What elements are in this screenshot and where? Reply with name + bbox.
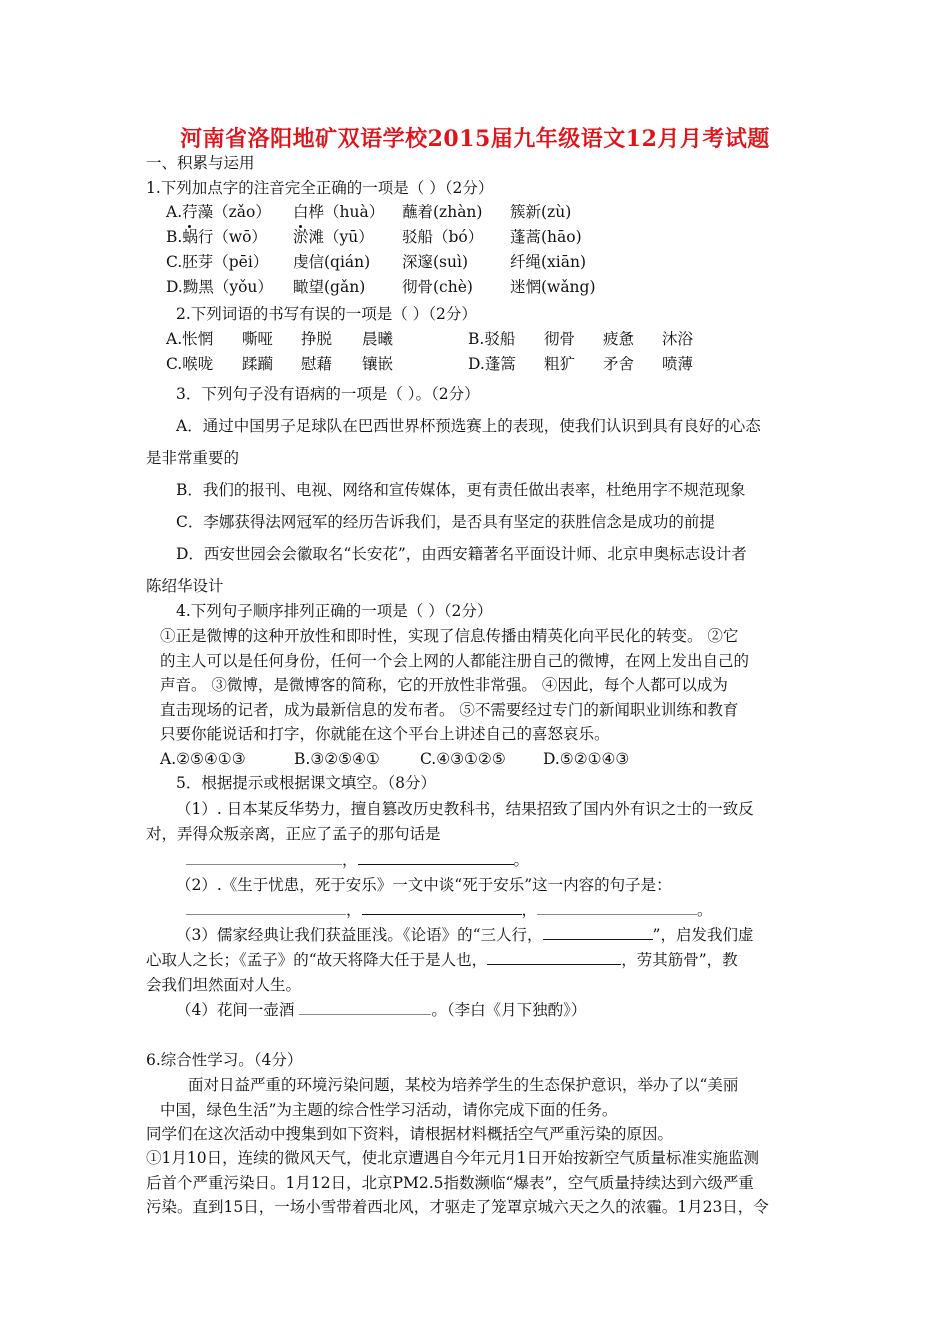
q1-option-b-item2: 淤滩（yū） (293, 228, 374, 246)
q5-s3-line1 (176, 925, 753, 945)
q3-stem: 3．下列句子没有语病的一项是（ ）。（2分） (176, 385, 480, 403)
q1-option-c-item2: 虔信(qián) (293, 253, 371, 271)
q2-option-d[interactable] (468, 354, 516, 374)
text: 。（李白《月下独酌》） (431, 1001, 587, 1019)
option-label: D. (166, 278, 183, 296)
option-label: C. (166, 355, 183, 373)
text: ”，启发我们虚 (652, 926, 754, 944)
q6-material-line: 后首个严重污染日。1月12日，北京PM2.5指数濒临“爆表”，空气质量持续达到六级严重 (146, 1174, 754, 1192)
q4-passage-line: ①正是微博的这种开放性和即时性，实现了信息传播由精英化向平民化的转变。 ②它 (160, 627, 739, 645)
q1-option-b[interactable] (166, 227, 267, 247)
q5-s3-line3: 会我们坦然面对人生。 (146, 976, 302, 994)
word: 慰藉 (301, 355, 333, 373)
section-heading: 一、积累与运用 (146, 154, 255, 172)
q5-s2: （2）.《生于忧患，死于安乐》一文中谈“死于安乐”这一内容的句子是： (176, 876, 672, 894)
word: 挣脱 (301, 330, 333, 348)
word: 沐浴 (662, 330, 694, 348)
text: ，劳其筋骨”，教 (621, 951, 738, 969)
text: （4）花间一壶酒 (176, 1001, 295, 1019)
q5-s4 (176, 1000, 586, 1020)
word: 矛舍 (603, 355, 635, 373)
answer-blank[interactable] (358, 850, 514, 865)
q2-option-a[interactable] (166, 329, 213, 349)
page-title: 河南省洛阳地矿双语学校2015届九年级语文12月月考试题 (180, 126, 770, 152)
word: 嘶哑 (242, 330, 274, 348)
q1-option-b-item3: 驳船（bó） (402, 228, 484, 246)
q1-option-a-item4: 簇新(zù) (510, 203, 572, 221)
q3-option-a-cont: 是非常重要的 (146, 449, 240, 467)
answer-blank[interactable] (299, 1000, 431, 1015)
q6-paragraph-line: 同学们在这次活动中搜集到如下资料，请根据材料概括空气严重污染的原因。 (146, 1125, 674, 1143)
word: 驳船 (484, 330, 516, 348)
q5-s1-line1: （1）. 日本某反华势力，擅自篡改历史教科书，结果招致了国内外有识之士的一致反 (176, 800, 754, 818)
word: 喷薄 (662, 355, 694, 373)
q6-material-line: 污染。直到15日，一场小雪带着西北风，才驱走了笼罩京城六天之久的浓霾。1月23日，令 (146, 1198, 769, 1216)
q1-option-d[interactable] (166, 277, 273, 297)
punct: ， (346, 901, 362, 919)
q4-passage-line: 只要你能说话和打字，你就能在这个平台上讲述自己的喜怒哀乐。 (160, 725, 610, 743)
q1-option-c-item4: 纤绳(xiān) (510, 253, 587, 271)
q6-stem: 6.综合性学习。（4分） (146, 1051, 303, 1069)
word: 彻骨 (544, 330, 576, 348)
word: 蹂躏 (242, 355, 274, 373)
q2-stem: 2.下列词语的书写有误的一项是（ ）（2分） (176, 305, 477, 323)
q4-option-a[interactable]: A.②⑤④①③ (160, 750, 246, 768)
q1-stem: 1.下列加点字的注音完全正确的一项是（ ）（2分） (146, 179, 494, 197)
option-label: D. (468, 355, 485, 373)
option-label: A. (166, 203, 183, 221)
q5-stem: 5．根据提示或根据课文填空。（8分） (176, 774, 436, 792)
answer-blank[interactable] (487, 950, 621, 965)
q1-option-a-item3: 蘸着(zhàn) (402, 203, 483, 221)
word: 疲惫 (603, 330, 635, 348)
q1-option-d-item2: 瞰望(gǎn) (293, 278, 366, 296)
text: （3）儒家经典让我们获益匪浅。《论语》的“三人行， (176, 926, 543, 944)
q4-option-b[interactable]: B.③②⑤④① (294, 750, 380, 768)
q5-s1-answer (186, 850, 529, 870)
option-label: C. (166, 253, 183, 271)
word: 桦（huà） (308, 203, 385, 221)
q5-s2-answer (186, 900, 713, 920)
q2-option-c[interactable] (166, 354, 213, 374)
answer-blank[interactable] (186, 850, 342, 865)
word: 蜗行（wō） (182, 228, 267, 246)
q4-stem: 4.下列句子顺序排列正确的一项是（ ）（2分） (176, 602, 493, 620)
q6-material-line: ①1月10日，连续的微风天气，使北京遭遇自今年元月1日开始按新空气质量标准实施监测 (146, 1149, 759, 1167)
word: 粗犷 (544, 355, 576, 373)
punct: ， (342, 851, 358, 869)
q3-option-d[interactable]: D．西安世园会会徽取名“长安花”，由西安籍著名平面设计师、北京申奥标志设计者 (176, 545, 747, 563)
answer-blank[interactable] (186, 900, 346, 915)
q3-option-a[interactable]: A．通过中国男子足球队在巴西世界杯预选赛上的表现，使我们认识到具有良好的心态 (176, 417, 761, 435)
word: 胚芽（pēi） (182, 253, 269, 271)
punct: 。 (697, 901, 713, 919)
punct: ， (521, 901, 538, 919)
q1-option-d-item4: 迷惘(wǎng) (510, 278, 596, 296)
answer-blank[interactable] (537, 900, 697, 915)
word: 黝黑（yǒu） (182, 278, 273, 296)
q5-s1-line2: 对，弄得众叛亲离，正应了孟子的那句话是 (146, 825, 441, 843)
q1-option-a[interactable] (166, 202, 271, 222)
q1-option-c-item3: 深邃(suì) (402, 253, 468, 271)
q3-option-c[interactable]: C．李娜获得法网冠军的经历告诉我们，是否具有坚定的获胜信念是成功的前提 (176, 513, 715, 531)
q6-paragraph-line: 面对日益严重的环境污染问题，某校为培养学生的生态保护意识，举办了以“美丽 (188, 1076, 739, 1094)
q4-passage-line: 声音。 ③微博，是微博客的简称，它的开放性非常强。 ④因此，每个人都可以成为 (160, 676, 728, 694)
word: 蓬篙 (484, 355, 516, 373)
q2-option-b[interactable] (468, 329, 515, 349)
dotted-char: 荇 (182, 203, 198, 221)
text: 心取人之长；《孟子》的“故天将降大任于是人也， (146, 951, 488, 969)
answer-blank[interactable] (362, 900, 522, 915)
option-label: B. (166, 228, 183, 246)
word: 晨曦 (362, 330, 394, 348)
q5-s3-line2 (146, 950, 738, 970)
answer-blank[interactable] (543, 925, 653, 940)
q1-option-a-item2 (293, 202, 384, 222)
dotted-char: 白 (293, 203, 309, 221)
word: 怅惘 (182, 330, 214, 348)
q3-option-b[interactable]: B．我们的报刊、电视、网络和宣传媒体，更有责任做出表率，杜绝用字不规范现象 (176, 481, 746, 499)
q4-passage-line: 的主人可以是任何身份，任何一个会上网的人都能注册自己的微博，在网上发出自己的 (160, 652, 750, 670)
option-label: B. (468, 330, 485, 348)
q4-option-c[interactable]: C.④③①②⑤ (420, 750, 506, 768)
q3-option-d-cont: 陈绍华设计 (146, 577, 224, 595)
q1-option-c[interactable] (166, 252, 268, 272)
option-label: A. (166, 330, 183, 348)
q4-option-d[interactable]: D.⑤②①④③ (543, 750, 630, 768)
punct: 。 (513, 851, 530, 869)
word: 藻（zǎo） (197, 203, 271, 221)
word: 镶嵌 (362, 355, 394, 373)
word: 喉咙 (182, 355, 214, 373)
q4-passage-line: 直击现场的记者，成为最新信息的发布者。 ⑤不需要经过专门的新闻职业训练和教育 (160, 701, 739, 719)
q1-option-d-item3: 彻骨(chè) (402, 278, 473, 296)
q1-option-b-item4: 蓬蒿(hāo) (510, 228, 582, 246)
q6-paragraph-line: 中国，绿色生活”为主题的综合性学习活动，请你完成下面的任务。 (160, 1101, 618, 1119)
